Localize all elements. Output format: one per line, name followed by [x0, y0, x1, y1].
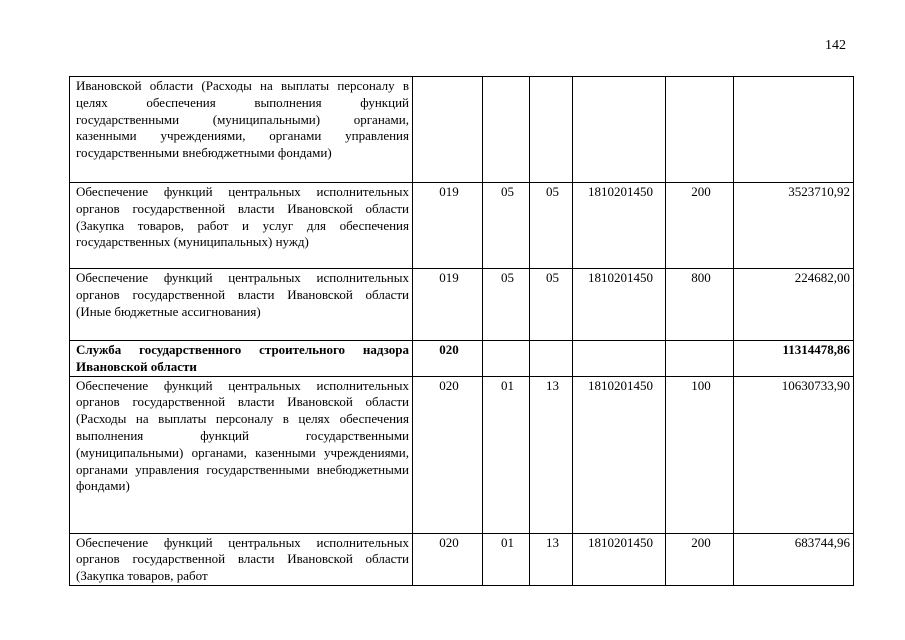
section-code: [483, 341, 530, 377]
table-row: [70, 77, 854, 183]
budget-table: [69, 76, 854, 586]
amount: 10630733,90: [734, 376, 854, 533]
admin-code: [413, 77, 483, 183]
expense-type-code: 200: [666, 533, 734, 585]
table-row: [70, 183, 854, 269]
target-code: [573, 77, 666, 183]
admin-code: 020: [413, 341, 483, 377]
expense-name: Обеспечение функций центральных исполнительных органов государственной власти Ивановской области (Иные бюджетные ассигнования): [70, 269, 413, 341]
target-code: 1810201450: [573, 269, 666, 341]
expense-name: Служба государственного строительного надзора Ивановской области: [70, 341, 413, 377]
expense-type-code: 100: [666, 376, 734, 533]
subsection-code: 13: [530, 533, 573, 585]
page-number: 142: [825, 38, 846, 53]
table-row: [70, 341, 854, 377]
amount: [734, 77, 854, 183]
target-code: 1810201450: [573, 533, 666, 585]
expense-type-code: 200: [666, 183, 734, 269]
amount: 11314478,86: [734, 341, 854, 377]
table-row: [70, 533, 854, 585]
expense-type-code: [666, 77, 734, 183]
section-code: [483, 77, 530, 183]
expense-type-code: [666, 341, 734, 377]
subsection-code: 05: [530, 183, 573, 269]
expense-name: Обеспечение функций центральных исполнительных органов государственной власти Ивановской области (Закупка товаров, работ: [70, 533, 413, 585]
section-code: 01: [483, 376, 530, 533]
subsection-code: 13: [530, 376, 573, 533]
admin-code: 019: [413, 183, 483, 269]
admin-code: 020: [413, 376, 483, 533]
expense-type-code: 800: [666, 269, 734, 341]
target-code: 1810201450: [573, 376, 666, 533]
amount: 224682,00: [734, 269, 854, 341]
subsection-code: [530, 341, 573, 377]
section-code: 05: [483, 183, 530, 269]
admin-code: 020: [413, 533, 483, 585]
amount: 3523710,92: [734, 183, 854, 269]
expense-name: Обеспечение функций центральных исполнительных органов государственной власти Ивановской области (Закупка товаров, работ и услуг для обеспечения государственных (муниципальных) нужд): [70, 183, 413, 269]
expense-name: Ивановской области (Расходы на выплаты персоналу в целях обеспечения выполнения функций государственными (муниципальными) органами, казенными учреждениями, органами управления государственными внебюджетными фондами): [70, 77, 413, 183]
section-code: 01: [483, 533, 530, 585]
table-row: [70, 269, 854, 341]
subsection-code: 05: [530, 269, 573, 341]
expense-name: Обеспечение функций центральных исполнительных органов государственной власти Ивановской области (Расходы на выплаты персоналу в целях обеспечения выполнения функций государственными (муниципальными) органами, казенными учреждениями, органами управления государственными внебюджетными фондами): [70, 376, 413, 533]
table-row: [70, 376, 854, 533]
subsection-code: [530, 77, 573, 183]
target-code: [573, 341, 666, 377]
admin-code: 019: [413, 269, 483, 341]
target-code: 1810201450: [573, 183, 666, 269]
amount: 683744,96: [734, 533, 854, 585]
section-code: 05: [483, 269, 530, 341]
